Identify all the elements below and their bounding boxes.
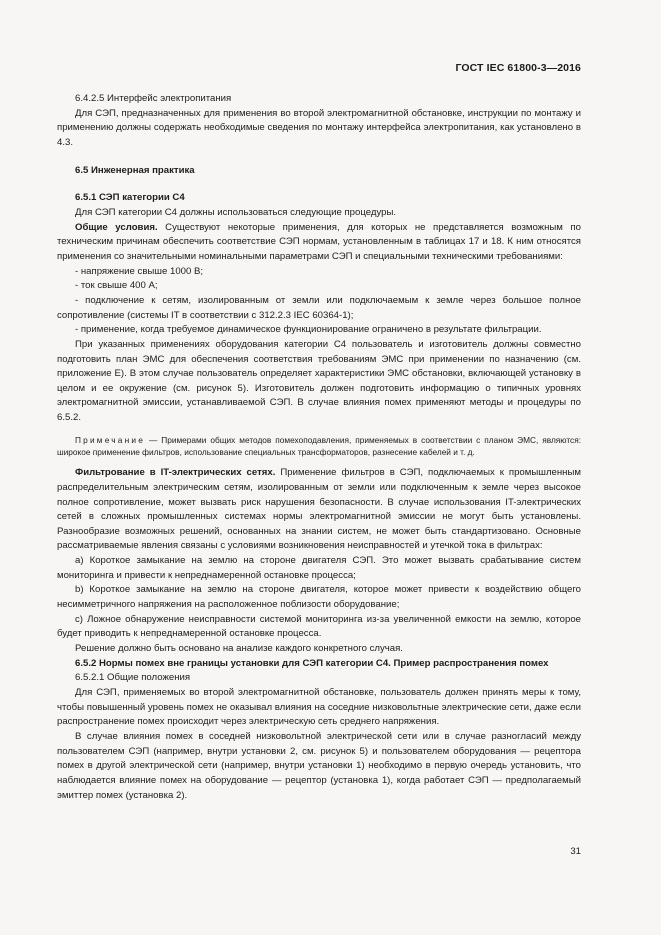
page-number: 31 bbox=[570, 846, 581, 857]
section-heading-6-4-2-5: 6.4.2.5 Интерфейс электропитания bbox=[75, 93, 232, 104]
paragraph: Общие условия. Существуют некоторые применения, для которых не представляется возможным по техническим причинам обеспечить соответствие СЭП нормам, установленным в таблицах 17 и 18. К ним относятся применения со значительными номинальными параметрами СЭП и специальными техническими требованиями: bbox=[57, 221, 581, 262]
paragraph: Решение должно быть основано на анализе каждого конкретного случая. bbox=[75, 643, 403, 655]
paragraph: Для СЭП, предназначенных для применения во второй электромагнитной обстановке, инструкции по монтажу и применению должны содержать необходимые сведения по монтажу интерфейса электропитания, как установлено в 4.3. bbox=[57, 107, 581, 148]
run-in-heading: Фильтрование в IT-электрических сетях. bbox=[75, 467, 276, 479]
paragraph: При указанных применениях оборудования категории С4 пользователь и изготовитель должны совместно подготовить план ЭМС для обеспечения соответствия требованиям ЭМС при применении по назначению (см. приложение Е). В этом случае пользователь определяет характеристики ЭМС обстановки, включающей установку в целом и ее окружение (см. рисунок 5). Изготовитель должен подготовить информацию о типичных уровнях электромагнитной эмиссии, устанавливаемой СЭП. В случае влияния помех применяют методы и процедуры по 6.5.2. bbox=[57, 338, 581, 424]
paragraph: Для СЭП категории С4 должны использоваться следующие процедуры. bbox=[75, 206, 397, 218]
paragraph: Фильтрование в IT-электрических сетях. Применение фильтров в СЭП, подключаемых к промышленным распределительным электрическим сетям, изолированным от земли или подключенным к земле через высокое полное сопротивление, может вызвать риск нарушения безопасности. В случае использования IT-электрических сетей в сложных промышленных системах нормы электромагнитной эмиссии не могут быть установлены. Разнообразие возможных решений, основанных на знании систем, не может быть стандартизовано. Основные рассматриваемые явления связаны с условиями возникновения неисправностей и утечкой тока в фильтрах: bbox=[57, 467, 581, 552]
list-item: b) Короткое замыкание на землю на стороне двигателя, которое может привести к воздействию общего несимметричного напряжения на расположенное поблизости оборудование; bbox=[57, 584, 581, 611]
section-heading-6-5-1: 6.5.1 СЭП категории С4 bbox=[75, 192, 185, 204]
section-heading-6-5-2-1: 6.5.2.1 Общие положения bbox=[75, 672, 191, 684]
paragraph: В случае влияния помех в соседней низковольтной электрической сети или в случае разногласий между пользователем СЭП (например, внутри установки 2, см. рисунок 5) и пользователем оборудования — рецептора помех в другой электрической сети (например, внутри установки 1) необходимо в первую очередь установить, что наблюдается влияние помех на оборудование — рецептор (установка 1), когда работает СЭП — предполагаемый эмиттер помех (установка 2). bbox=[57, 731, 581, 801]
standard-header: ГОСТ IEC 61800-3—2016 bbox=[455, 62, 581, 74]
document-body bbox=[57, 92, 581, 803]
list-item: a) Короткое замыкание на землю на стороне двигателя СЭП. Это может вызвать срабатывание систем мониторинга и привести к непреднамеренной остановке процесса; bbox=[57, 555, 581, 581]
list-item: - применение, когда требуемое динамическое функционирование ограничено в результате фильтрации. bbox=[75, 324, 542, 336]
list-item: - подключение к сетям, изолированным от земли или подключаемым к земле через большое полное сопротивление (системы IT в соответствии с 312.2.3 IEC 60364-1); bbox=[57, 294, 581, 321]
list-item: - напряжение свыше 1000 В; bbox=[75, 265, 204, 277]
note-label: Примечание bbox=[75, 434, 146, 445]
list-item: c) Ложное обнаружение неисправности системой мониторинга из-за увеличенной емкости на землю, которое будет приводить к непреднамеренной остановке процесса. bbox=[57, 613, 581, 640]
run-in-heading: Общие условия. bbox=[75, 221, 158, 233]
list-item: - ток свыше 400 А; bbox=[75, 280, 158, 292]
section-heading-6-5: 6.5 Инженерная практика bbox=[75, 164, 195, 176]
note: Примечание — Примерами общих методов помехоподавления, применяемых в соответствии с планом ЭМС, являются: широкое применение фильтров, использование специальных трансформаторов, разнесение кабелей и т. д. bbox=[57, 434, 581, 457]
section-heading-6-5-2: 6.5.2 Нормы помех вне границы установки для СЭП категории С4. Пример распространения помех bbox=[75, 657, 549, 669]
paragraph: Для СЭП, применяемых во второй электромагнитной обстановке, пользователь должен принять меры к тому, чтобы повышенный уровень помех не оказывал влияния на соседние низковольтные электрические сети, даже если распространение помех происходит через электрическую сеть среднего напряжения. bbox=[57, 687, 581, 728]
